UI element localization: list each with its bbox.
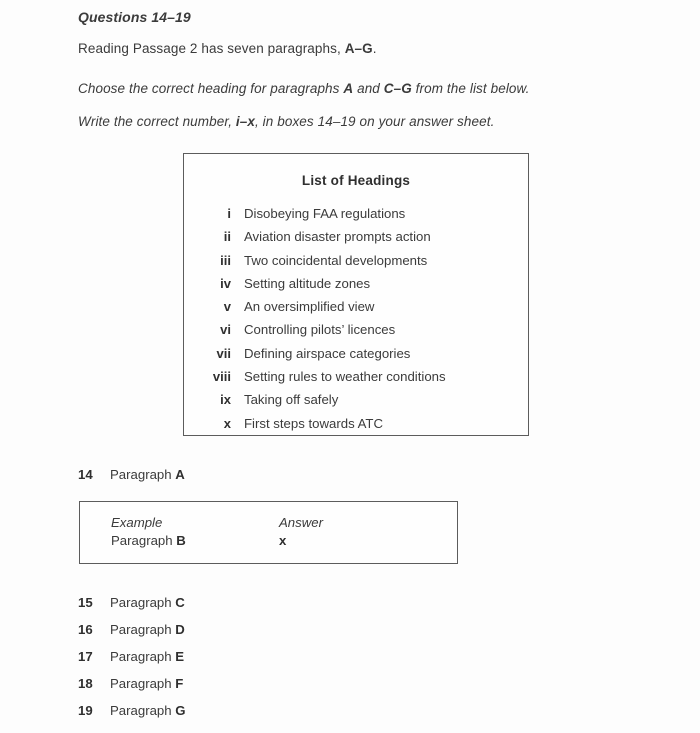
example-value-row <box>111 533 457 551</box>
heading-text: Aviation disaster prompts action <box>244 229 431 245</box>
heading-option[interactable] <box>184 276 528 299</box>
passage-note-prefix: Reading Passage 2 has seven paragraphs, <box>78 41 345 56</box>
heading-text: Controlling pilots’ licences <box>244 322 396 338</box>
heading-text: Disobeying FAA regulations <box>244 206 406 221</box>
question-label-prefix: Paragraph <box>110 703 176 718</box>
question-item-17[interactable] <box>78 649 184 664</box>
example-paragraph-prefix: Paragraph <box>111 533 177 548</box>
question-number: 17 <box>78 649 93 664</box>
example-paragraph-letter: B <box>176 533 186 548</box>
question-paragraph-letter: D <box>175 622 185 637</box>
answer-label: Answer <box>279 515 323 530</box>
choose-note-paragraph-a: A <box>343 81 354 96</box>
question-label <box>110 467 185 482</box>
heading-text: An oversimplified view <box>244 299 375 315</box>
example-answer-box <box>79 501 458 564</box>
question-paragraph-letter: F <box>175 676 184 691</box>
write-note-part-1: Write the correct number, <box>78 114 236 129</box>
heading-text: Taking off safely <box>244 392 339 408</box>
heading-option[interactable] <box>184 392 528 415</box>
question-number: 16 <box>78 622 93 637</box>
question-label <box>110 649 184 664</box>
page-title: Questions 14–19 <box>78 9 191 25</box>
question-label-prefix: Paragraph <box>110 622 176 637</box>
heading-numeral: v <box>223 299 231 315</box>
question-label-prefix: Paragraph <box>110 649 176 664</box>
question-paragraph-letter: A <box>175 467 185 482</box>
heading-text: Setting rules to weather conditions <box>244 369 446 385</box>
list-of-headings-items <box>184 206 528 439</box>
question-label <box>110 676 183 691</box>
heading-numeral: iv <box>220 275 231 291</box>
passage-note <box>78 41 377 56</box>
example-answer-value: x <box>279 533 287 548</box>
question-item-14[interactable] <box>78 467 185 482</box>
choose-note-part-2: and <box>353 81 384 96</box>
heading-option[interactable] <box>184 299 528 322</box>
heading-option[interactable] <box>184 369 528 392</box>
question-paragraph-letter: E <box>175 649 185 664</box>
heading-option[interactable] <box>184 346 528 369</box>
question-paragraph-letter: C <box>175 595 185 610</box>
choose-note-part-3: from the list below. <box>411 81 530 96</box>
heading-numeral: ix <box>220 392 231 408</box>
list-of-headings-box <box>183 153 529 436</box>
heading-numeral: iii <box>220 252 231 268</box>
heading-option[interactable] <box>184 206 528 229</box>
choose-note-part-1: Choose the correct heading for paragraphs <box>78 81 344 96</box>
question-item-18[interactable] <box>78 676 183 691</box>
example-header-row <box>111 515 457 533</box>
heading-text: Defining airspace categories <box>244 345 411 361</box>
write-note-part-2: , in boxes 14–19 on your answer sheet. <box>254 114 495 129</box>
example-label: Example <box>111 515 163 530</box>
question-label <box>110 703 186 718</box>
example-paragraph-value <box>111 533 279 548</box>
write-number-instruction <box>78 114 494 129</box>
question-number: 19 <box>78 703 93 718</box>
heading-numeral: i <box>227 206 231 221</box>
question-number: 14 <box>78 467 93 482</box>
passage-note-suffix: . <box>372 41 377 56</box>
question-item-15[interactable] <box>78 595 185 610</box>
choose-heading-instruction <box>78 81 529 96</box>
heading-text: Setting altitude zones <box>244 275 371 291</box>
question-label <box>110 595 185 610</box>
heading-numeral: viii <box>212 369 231 385</box>
choose-note-paragraph-range: C–G <box>383 81 412 96</box>
question-item-16[interactable] <box>78 622 185 637</box>
question-label <box>110 622 185 637</box>
heading-text: First steps towards ATC <box>244 415 383 431</box>
write-note-numeral-range: i–x <box>235 114 255 129</box>
heading-option[interactable] <box>184 229 528 252</box>
question-paragraph-letter: G <box>175 703 186 718</box>
heading-numeral: ii <box>223 229 231 245</box>
passage-note-range: A–G <box>344 41 373 56</box>
question-label-prefix: Paragraph <box>110 467 176 482</box>
question-label-prefix: Paragraph <box>110 676 176 691</box>
heading-numeral: x <box>223 415 231 431</box>
list-of-headings-title: List of Headings <box>301 173 411 188</box>
question-number: 18 <box>78 676 93 691</box>
question-item-19[interactable] <box>78 703 186 718</box>
question-label-prefix: Paragraph <box>110 595 176 610</box>
question-number: 15 <box>78 595 93 610</box>
heading-option[interactable] <box>184 322 528 345</box>
heading-option[interactable] <box>184 416 528 439</box>
heading-text: Two coincidental developments <box>244 252 428 268</box>
heading-numeral: vii <box>216 345 231 361</box>
heading-numeral: vi <box>220 322 231 338</box>
heading-option[interactable] <box>184 253 528 276</box>
